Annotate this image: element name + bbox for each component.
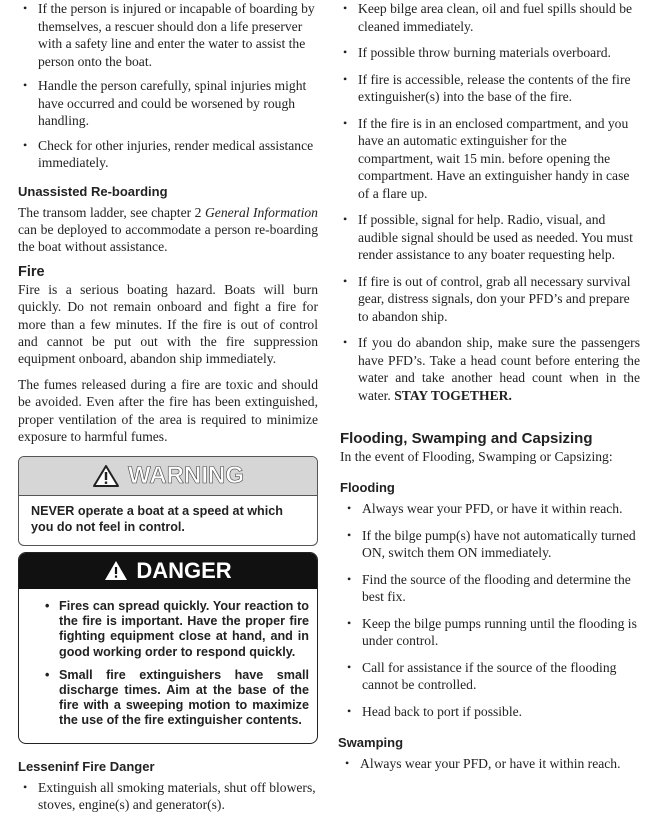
list-item: • Always wear your PFD, or have it within reach. [342,500,640,518]
warning-title: WARNING [128,461,244,489]
warning-triangle-icon [92,464,120,488]
danger-list [45,599,309,729]
list-item: • If fire is out of control, grab all necessary survival gear, distress signals, don your PFD’s and prepare to abandon ship. [338,273,640,326]
list-item: • Head back to port if possible. [342,703,640,721]
stay-together-text: STAY TOGETHER. [394,387,512,403]
list-item: • Extinguish all smoking materials, shut off blowers, stoves, engine(s) and generator(s). [18,779,318,814]
fire-paragraph-1: Fire is a serious boating hazard. Boats will burn quickly. Do not remain onboard and fight a fire for more than a few minutes. If the fire is out of control and cannot be put out with the fire suppression equipment onboard, abandon ship immediately. [18,282,318,366]
reboarding-paragraph [18,204,318,256]
list-item: • Check for other injuries, render medical assistance immediately. [18,137,318,172]
flooding-heading: Flooding [340,480,395,496]
right-column [338,0,640,782]
list-item: • Small fire extinguishers have small discharge times. Aim at the base of the fire with a sweeping motion to maximize the use of the fire extinguisher contents. [45,668,309,729]
reboarding-heading: Unassisted Re-boarding [18,183,168,199]
abandon-ship-text: If you do abandon ship, make sure the passengers have PFD’s. Take a head count before entering the water and take another head count when in the water. [358,335,640,403]
warning-box [18,456,318,546]
danger-box [18,552,318,744]
fire-paragraph-2: The fumes released during a fire are toxic and should be avoided. Even after the fire has been extinguished, proper ventilation of the area is required to minimize exposure to harmful fumes. [18,377,318,444]
reboarding-text-start: The transom ladder, see chapter 2 [18,204,202,220]
list-item: • If fire is accessible, release the contents of the fire extinguisher(s) into the base of the fire. [338,71,640,106]
left-column [18,0,318,823]
list-item: • Fires can spread quickly. Your reaction to the fire is important. Have the proper fire fighting equipment close at hand, and in good working order to respond quickly. [45,599,309,660]
fire-action-list [338,0,640,404]
flooding-section-heading: Flooding, Swamping and Capsizing [340,430,593,447]
warning-text: NEVER operate a boat at a speed at which you do not feel in control. [31,503,283,534]
fire-heading: Fire [18,264,45,281]
list-item: • Call for assistance if the source of the flooding cannot be controlled. [342,659,640,694]
warning-header [19,457,317,496]
list-item: • If possible, signal for help. Radio, visual, and audible signal should be used as needed. You must render assistance to any boater requesting help. [338,211,640,264]
list-item: • Keep bilge area clean, oil and fuel spills should be cleaned immediately. [338,0,640,35]
flooding-list [342,500,640,720]
list-item: • Handle the person carefully, spinal injuries might have occurred and could be worsened by rough handling. [18,77,318,130]
list-item: • If the fire is in an enclosed compartment, and you have an automatic extinguisher for the compartment, wait 15 min. before opening the compartment. Have an extinguisher handy in case of a flare up. [338,115,640,203]
danger-header [19,553,317,589]
swamping-heading: Swamping [338,735,404,751]
danger-body [19,589,317,743]
swamping-list [340,755,640,773]
danger-title: DANGER [136,557,232,583]
rescue-bullet-list [18,0,318,172]
list-item: • If the bilge pump(s) have not automatically turned ON, switch them ON immediately. [342,527,640,562]
list-item: • If possible throw burning materials overboard. [338,44,640,62]
reboarding-chapter-ref: General Information [204,204,318,220]
reboarding-text-end: can be deployed to accommodate a person re-boarding the boat without assistance. [18,221,318,254]
list-item [338,334,640,404]
list-item: • Keep the bilge pumps running until the flooding is under control. [342,615,640,650]
lessening-list [18,779,318,814]
danger-triangle-icon [104,560,128,581]
flooding-section-intro: In the event of Flooding, Swamping or Capsizing: [340,449,613,464]
list-item: • Find the source of the flooding and determine the best fix. [342,571,640,606]
lessening-heading: Lesseninf Fire Danger [18,758,155,774]
list-item: • If the person is injured or incapable of boarding by themselves, a rescuer should don a life preserver with a safety line and enter the water to assist the person onto the boat. [18,0,318,70]
list-item: • Always wear your PFD, or have it within reach. [340,755,640,773]
